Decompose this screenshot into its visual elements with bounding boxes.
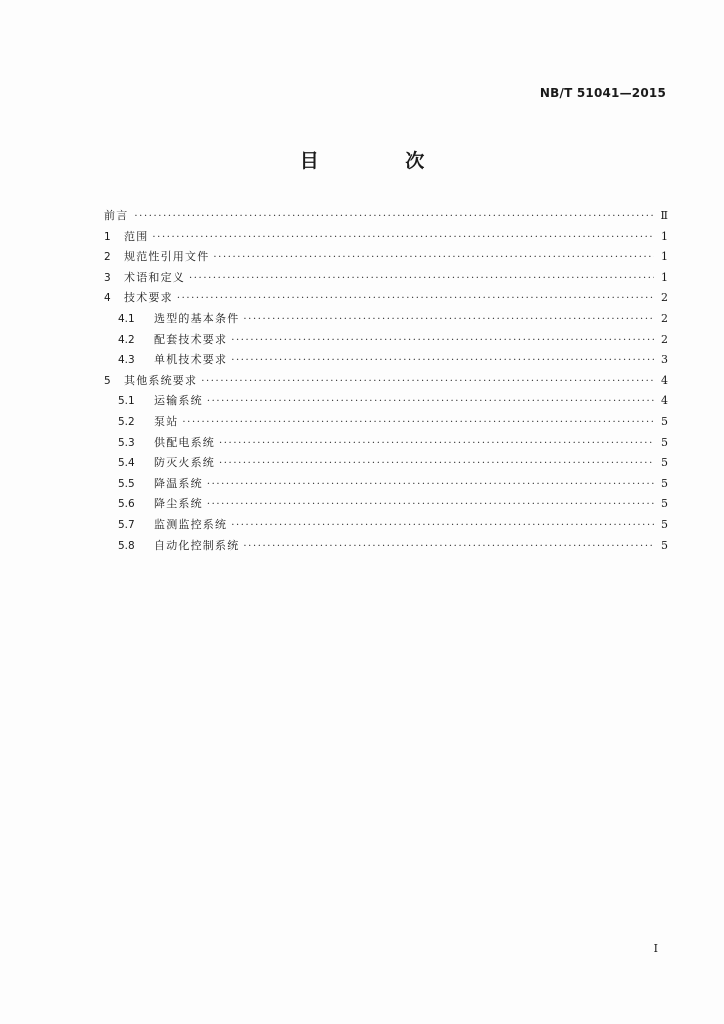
toc-entry-number: 4.2	[118, 333, 135, 346]
toc-entry-title: 供配电系统	[154, 435, 215, 449]
toc-entry-page: 2	[661, 291, 668, 305]
toc-entry-title: 其他系统要求	[124, 373, 198, 387]
toc-leader-dots	[134, 207, 654, 228]
toc-entry[interactable]	[104, 474, 668, 495]
toc-entry-number: 4.3	[118, 354, 135, 367]
toc-entry-title: 防灭火系统	[154, 456, 215, 470]
toc-entry-page: 4	[661, 373, 668, 387]
toc-entry-number: 5.6	[118, 498, 135, 511]
toc-entry-number: 5.7	[118, 518, 135, 531]
toc-entry[interactable]	[104, 391, 668, 412]
toc-entry-number: 5.1	[118, 395, 135, 408]
toc-entry[interactable]	[104, 247, 668, 268]
toc-entry-page: 5	[661, 414, 668, 428]
toc-entry-number: 5.5	[118, 477, 135, 490]
toc-entry-page: 1	[661, 250, 668, 264]
toc-entry-page: 2	[661, 311, 668, 325]
toc-entry-title: 泵站	[154, 414, 179, 428]
toc-entry-title: 范围	[124, 229, 149, 243]
toc-entry-title: 自动化控制系统	[154, 538, 240, 552]
toc-entry-page: 5	[661, 476, 668, 490]
toc-entry-page: 5	[661, 497, 668, 511]
toc-leader-dots	[189, 269, 654, 290]
toc-leader-dots	[213, 248, 654, 269]
toc-entry[interactable]	[104, 227, 668, 248]
toc-leader-dots	[243, 310, 654, 331]
toc-entry-number: 5	[104, 374, 111, 387]
toc-entry-number: 1	[104, 230, 111, 243]
toc-entry[interactable]	[104, 494, 668, 515]
toc-entry-title: 术语和定义	[124, 270, 185, 284]
toc-entry-page: 5	[661, 435, 668, 449]
toc-entry-page: 1	[661, 229, 668, 243]
toc-entry[interactable]	[104, 515, 668, 536]
toc-leader-dots	[207, 392, 654, 413]
toc-leader-dots	[152, 228, 654, 249]
toc-entry-number: 4.1	[118, 312, 135, 325]
toc-entry[interactable]	[104, 433, 668, 454]
standard-code: NB/T 51041—2015	[539, 86, 666, 100]
page-number: I	[653, 942, 658, 955]
toc-leader-dots	[207, 475, 654, 496]
toc-entry-title: 配套技术要求	[154, 332, 228, 346]
toc-leader-dots	[243, 537, 654, 558]
toc-leader-dots	[231, 516, 654, 537]
toc-entry[interactable]	[104, 371, 668, 392]
toc-leader-dots	[231, 331, 654, 352]
toc-entry-page: 4	[661, 394, 668, 408]
toc-entry-page: 5	[661, 517, 668, 531]
toc-entry[interactable]	[104, 268, 668, 289]
toc-entry[interactable]	[104, 350, 668, 371]
toc-entry[interactable]	[104, 288, 668, 309]
toc-entry[interactable]	[104, 412, 668, 433]
toc-leader-dots	[177, 289, 654, 310]
toc-entry-title: 技术要求	[124, 291, 173, 305]
toc-leader-dots	[219, 454, 654, 475]
toc-entry-number: 5.8	[118, 539, 135, 552]
toc-entry-title: 单机技术要求	[154, 353, 228, 367]
toc-entry-page: 1	[661, 270, 668, 284]
toc-leader-dots	[201, 372, 654, 393]
toc-entry-page: 5	[661, 456, 668, 470]
table-of-contents	[104, 206, 668, 556]
toc-entry[interactable]	[104, 536, 668, 557]
toc-entry-title: 降温系统	[154, 476, 203, 490]
toc-entry[interactable]	[104, 309, 668, 330]
toc-entry-page: 3	[661, 353, 668, 367]
toc-entry[interactable]	[104, 330, 668, 351]
toc-entry-number: 5.3	[118, 436, 135, 449]
toc-entry-number: 5.4	[118, 457, 135, 470]
page-title: 目 次	[299, 150, 465, 172]
toc-entry-page: 5	[661, 538, 668, 552]
toc-entry-title: 降尘系统	[154, 497, 203, 511]
toc-entry-number: 3	[104, 271, 111, 284]
toc-entry-title: 选型的基本条件	[154, 311, 240, 325]
toc-entry-page: 2	[661, 332, 668, 346]
toc-entry-number: 5.2	[118, 415, 135, 428]
toc-entry[interactable]	[104, 453, 668, 474]
toc-leader-dots	[207, 495, 654, 516]
toc-entry[interactable]	[104, 206, 668, 227]
toc-leader-dots	[182, 413, 654, 434]
toc-entry-page: Ⅱ	[660, 209, 668, 222]
toc-entry-title: 规范性引用文件	[124, 250, 210, 264]
toc-entry-title: 运输系统	[154, 394, 203, 408]
toc-entry-title: 前言	[104, 209, 129, 222]
toc-leader-dots	[231, 351, 654, 372]
toc-entry-number: 2	[104, 251, 111, 264]
toc-leader-dots	[219, 434, 654, 455]
toc-entry-title: 监测监控系统	[154, 517, 228, 531]
toc-entry-number: 4	[104, 292, 111, 305]
